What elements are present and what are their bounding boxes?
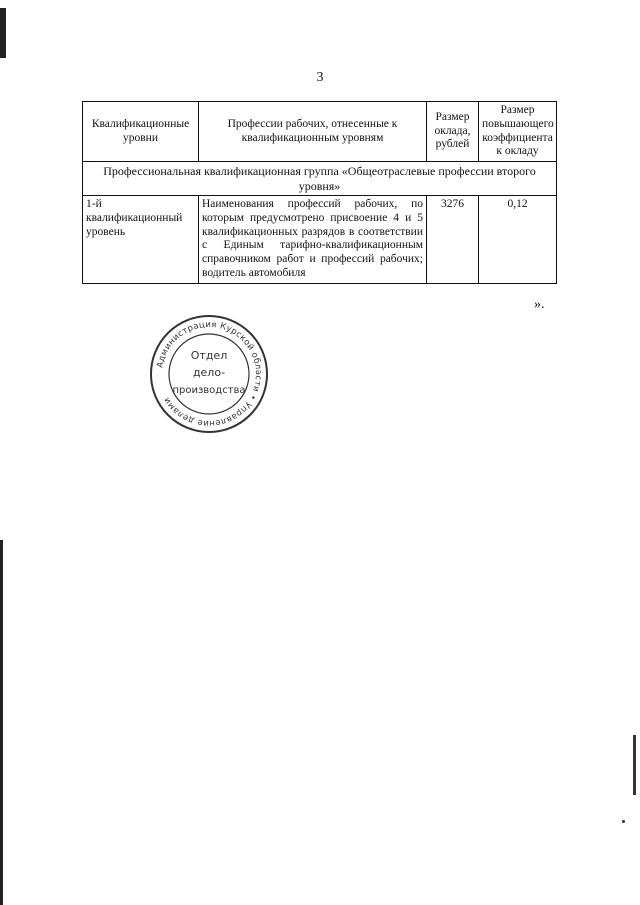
table-row (83, 195, 557, 283)
header-levels: Квалификационные уровни (83, 102, 199, 162)
header-salary: Размер оклада, рублей (427, 102, 479, 162)
qualification-table (82, 101, 557, 284)
cell-coefficient: 0,12 (479, 195, 557, 283)
stamp-seal (148, 313, 270, 435)
cell-professions: Наименования профессий рабочих, по которым предусмотрено присвоение 4 и 5 квалификационных разрядов в соответствии с Единым тарифно-квалификационным справочником работ и профессий рабочих; водитель автомобиля (199, 195, 427, 283)
stamp-ring-text: Администрация Курской области • Управление делами (155, 319, 264, 429)
scan-edge-mark (0, 540, 3, 905)
scan-dot (622, 820, 625, 823)
closing-quote-mark: ». (534, 297, 545, 312)
scan-edge-mark (0, 8, 6, 58)
table-header-row (83, 102, 557, 162)
stamp-center-line: производства (172, 385, 246, 396)
group-title: Профессиональная квалификационная группа «Общеотраслевые профессии второго уровня» (83, 162, 557, 196)
header-professions: Профессии рабочих, отнесенные к квалификационным уровням (199, 102, 427, 162)
page-number: 3 (316, 70, 324, 85)
cell-level: 1-й квалификационный уровень (83, 195, 199, 283)
group-row (83, 162, 557, 196)
cell-salary: 3276 (427, 195, 479, 283)
stamp-center-line: Отдел (190, 349, 228, 362)
header-coefficient: Размер повышающего коэффициента к окладу (479, 102, 557, 162)
stamp-center-line: дело- (192, 366, 226, 379)
scan-edge-mark (633, 735, 636, 795)
